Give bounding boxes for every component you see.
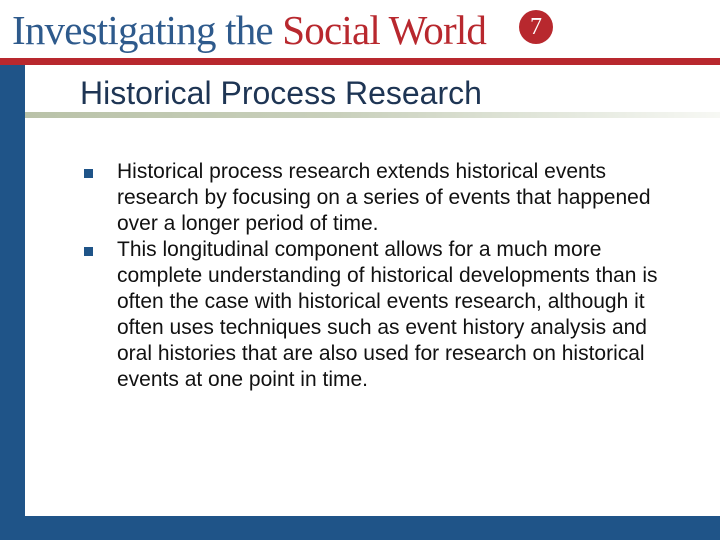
book-title-logo — [12, 4, 486, 56]
edition-badge: 7 — [519, 10, 553, 44]
book-title-part2: Social World — [282, 7, 487, 53]
header-banner — [0, 0, 720, 62]
slide-title: Historical Process Research — [80, 75, 482, 111]
book-title-part1: Investigating the — [12, 7, 283, 53]
square-bullet-icon — [84, 247, 93, 256]
left-side-bar — [0, 65, 25, 540]
bullet-text: This longitudinal component allows for a much more complete understanding of historical developments than is often the case with historical events research, although it often uses techniques such as event history analysis and oral histories that are also used for research on historical events at one point in time. — [117, 238, 658, 391]
bullet-item — [80, 237, 680, 393]
bullet-list — [80, 159, 680, 393]
header-divider — [0, 58, 720, 65]
bullet-item — [80, 159, 680, 237]
square-bullet-icon — [84, 169, 93, 178]
bottom-bar — [0, 516, 720, 540]
bullet-text: Historical process research extends historical events research by focusing on a series of events that happened over a longer period of time. — [117, 160, 651, 235]
title-underline — [25, 112, 720, 118]
